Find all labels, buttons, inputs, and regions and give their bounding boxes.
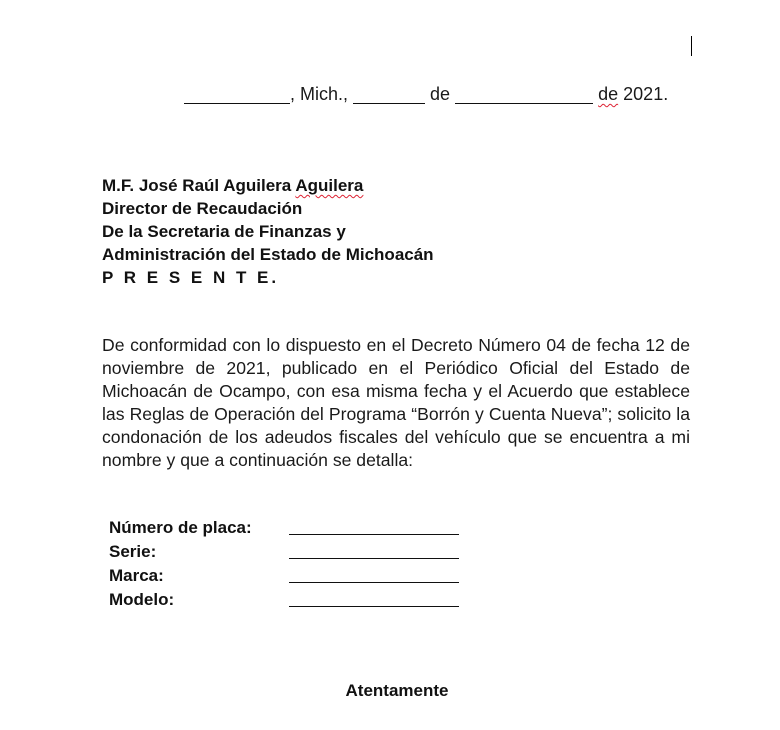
field-label-modelo: Modelo:: [109, 590, 175, 609]
recipient-block: [102, 174, 434, 289]
field-blank-serie[interactable]: [289, 557, 459, 559]
closing-atentamente: Atentamente: [345, 681, 449, 700]
field-row-marca: [109, 564, 469, 588]
place-suffix: , Mich.,: [290, 84, 349, 104]
field-row-placa: [109, 516, 469, 540]
recipient-name: [102, 174, 434, 197]
month-blank[interactable]: [455, 87, 593, 104]
vehicle-fields: [109, 516, 469, 612]
date-de-2: de: [598, 84, 619, 104]
field-label-serie: Serie:: [109, 542, 157, 561]
field-row-modelo: [109, 588, 469, 612]
date-de-1: de: [430, 84, 451, 104]
field-label-placa: Número de placa:: [109, 518, 252, 537]
field-blank-modelo[interactable]: [289, 605, 459, 607]
date-year: 2021.: [623, 84, 669, 104]
field-blank-placa[interactable]: [289, 533, 459, 535]
day-blank[interactable]: [353, 87, 425, 104]
field-label-marca: Marca:: [109, 566, 164, 585]
body-paragraph: De conformidad con lo dispuesto en el Decreto Número 04 de fecha 12 de noviembre de 2021, publicado en el Periódico Oficial del Estado de Michoacán de Ocampo, con esa misma fecha y el Acuerdo que establece las Reglas de Operación del Programa “Borrón y Cuenta Nueva”; solicito la condonación de los adeudos fiscales del vehículo que se encuentra a mi nombre y que a continuación se detalla:: [102, 335, 690, 470]
field-row-serie: [109, 540, 469, 564]
recipient-title: Director de Recaudación: [102, 199, 303, 218]
recipient-administration: Administración del Estado de Michoacán: [102, 245, 434, 264]
text-cursor: [691, 36, 692, 56]
field-blank-marca[interactable]: [289, 581, 459, 583]
presente-heading: P R E S E N T E.: [102, 268, 280, 287]
recipient-department: De la Secretaria de Finanzas y: [102, 222, 346, 241]
recipient-name-last: Aguilera: [295, 176, 364, 195]
date-line: [184, 81, 668, 107]
place-blank[interactable]: [184, 87, 290, 104]
recipient-name-part: M.F. José Raúl Aguilera: [102, 176, 292, 195]
